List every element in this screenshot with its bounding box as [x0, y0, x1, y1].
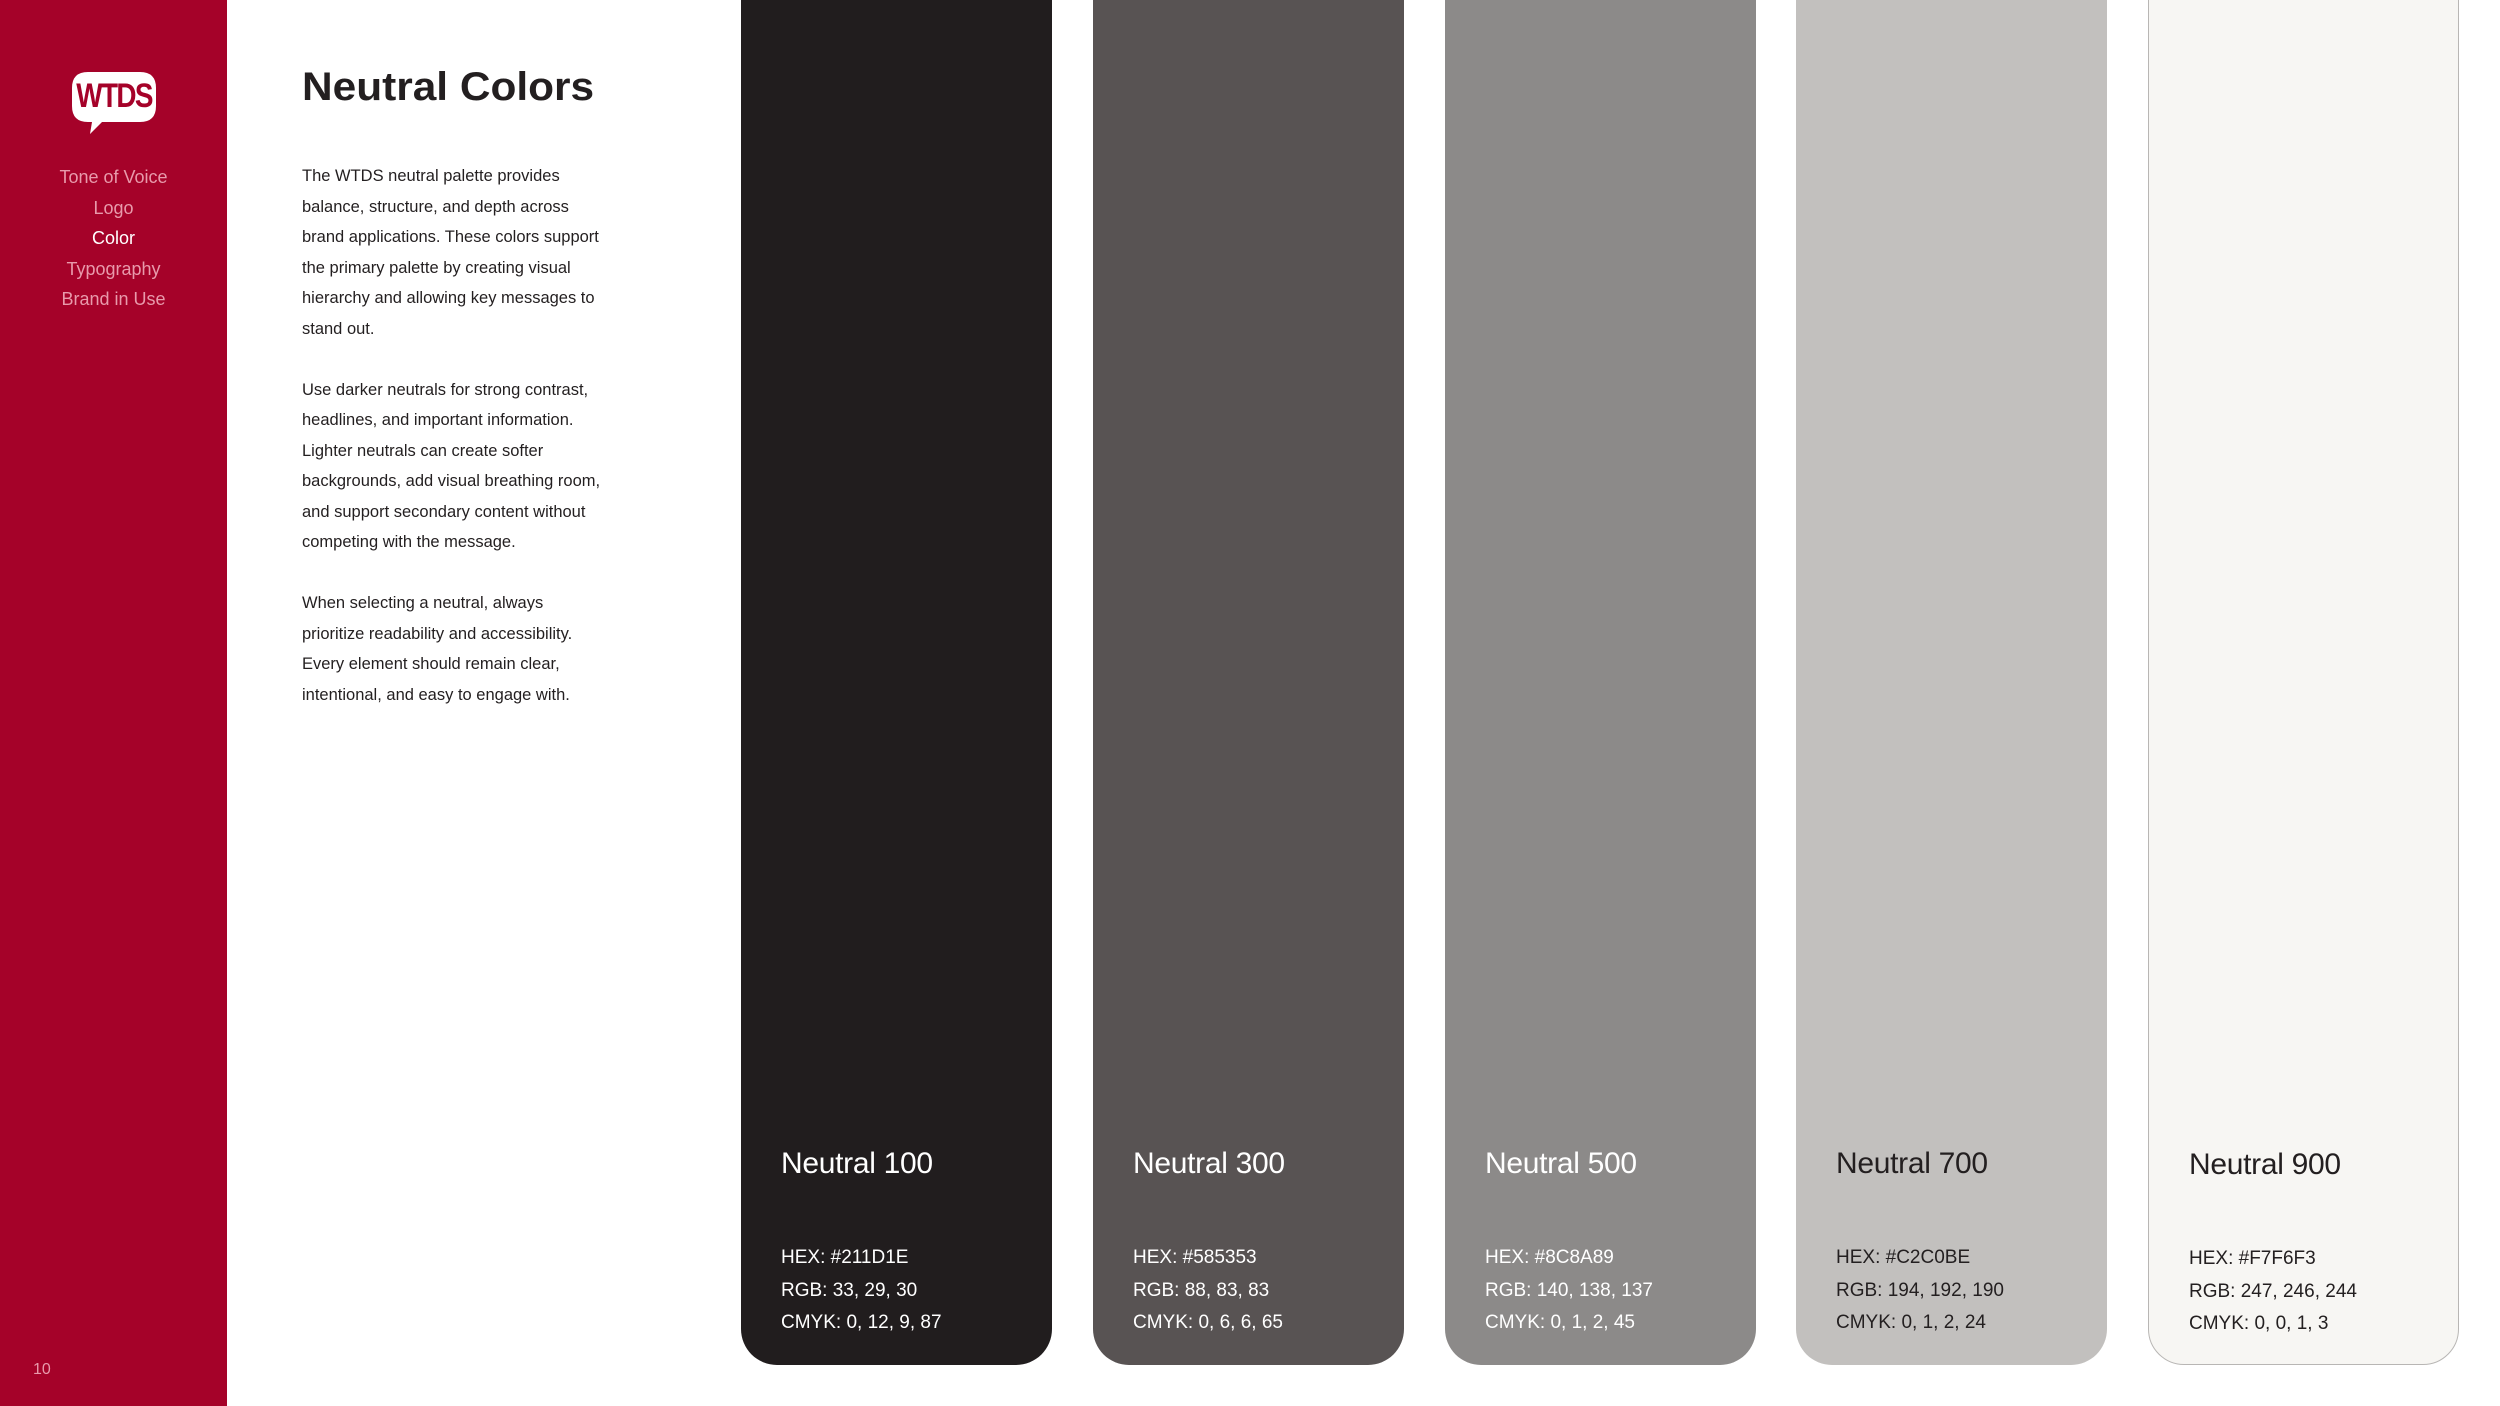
nav-item-color[interactable]: Color	[91, 228, 135, 248]
swatch-cmyk: CMYK: 0, 1, 2, 24	[1836, 1312, 1986, 1333]
paragraph-intro: The WTDS neutral palette provides balance, structure, and depth across brand applications. These colors support the primary palette by creating visual hierarchy and allowing key messages to stand out.	[302, 167, 599, 338]
swatch-rgb: RGB: 194, 192, 190	[1836, 1279, 2004, 1301]
swatch-hex: HEX: #211D1E	[781, 1247, 909, 1268]
swatch-cmyk: CMYK: 0, 0, 1, 3	[2189, 1313, 2329, 1334]
nav-item-typography[interactable]: Typography	[66, 258, 161, 279]
wtds-logo[interactable]	[68, 68, 160, 136]
sidebar-nav	[0, 162, 227, 315]
swatch-neutral-300	[1093, 0, 1404, 1365]
swatch-hex: HEX: #585353	[1133, 1247, 1257, 1268]
swatch-rgb: RGB: 33, 29, 30	[781, 1279, 918, 1301]
swatch-name: Neutral 100	[781, 1147, 933, 1180]
swatch-neutral-900	[2148, 0, 2459, 1365]
nav-item-tone-of-voice[interactable]: Tone of Voice	[59, 167, 168, 187]
swatch-name: Neutral 500	[1485, 1147, 1637, 1180]
paragraph-accessibility: When selecting a neutral, always prioritize readability and accessibility. Every element should remain clear, intentional, and easy to engage with.	[302, 594, 573, 704]
swatch-rgb: RGB: 88, 83, 83	[1133, 1279, 1270, 1301]
body-text	[302, 161, 602, 741]
nav-item-logo[interactable]: Logo	[93, 197, 134, 218]
swatch-cmyk: CMYK: 0, 12, 9, 87	[781, 1312, 942, 1333]
swatch-name: Neutral 900	[2189, 1148, 2341, 1181]
swatch-cmyk: CMYK: 0, 1, 2, 45	[1485, 1312, 1635, 1333]
swatch-hex: HEX: #8C8A89	[1485, 1247, 1614, 1268]
swatch-hex: HEX: #F7F6F3	[2189, 1248, 2316, 1269]
swatch-rgb: RGB: 140, 138, 137	[1485, 1279, 1653, 1301]
swatch-hex: HEX: #C2C0BE	[1836, 1247, 1971, 1268]
swatch-info	[1133, 1242, 1283, 1340]
swatch-neutral-500	[1445, 0, 1756, 1365]
swatch-info	[1485, 1242, 1653, 1340]
swatch-cmyk: CMYK: 0, 6, 6, 65	[1133, 1312, 1283, 1333]
swatch-info	[1836, 1242, 2004, 1340]
page-number: 10	[33, 1361, 51, 1378]
swatch-info	[2189, 1243, 2357, 1341]
swatch-name: Neutral 300	[1133, 1147, 1285, 1180]
swatch-rgb: RGB: 247, 246, 244	[2189, 1280, 2357, 1302]
swatch-name: Neutral 700	[1836, 1147, 1988, 1180]
sidebar	[0, 0, 227, 1406]
paragraph-usage: Use darker neutrals for strong contrast, headlines, and important information. Lighter neutrals can create softer backgrounds, add visual breathing room, and support secondary content without competing with the message.	[302, 380, 601, 551]
nav-item-brand-in-use[interactable]: Brand in Use	[61, 289, 166, 309]
swatch-neutral-700	[1796, 0, 2107, 1365]
page-title: Neutral Colors	[302, 65, 595, 109]
swatch-neutral-100	[741, 0, 1052, 1365]
swatch-info	[781, 1242, 942, 1340]
logo-text: WTDS	[76, 77, 152, 115]
